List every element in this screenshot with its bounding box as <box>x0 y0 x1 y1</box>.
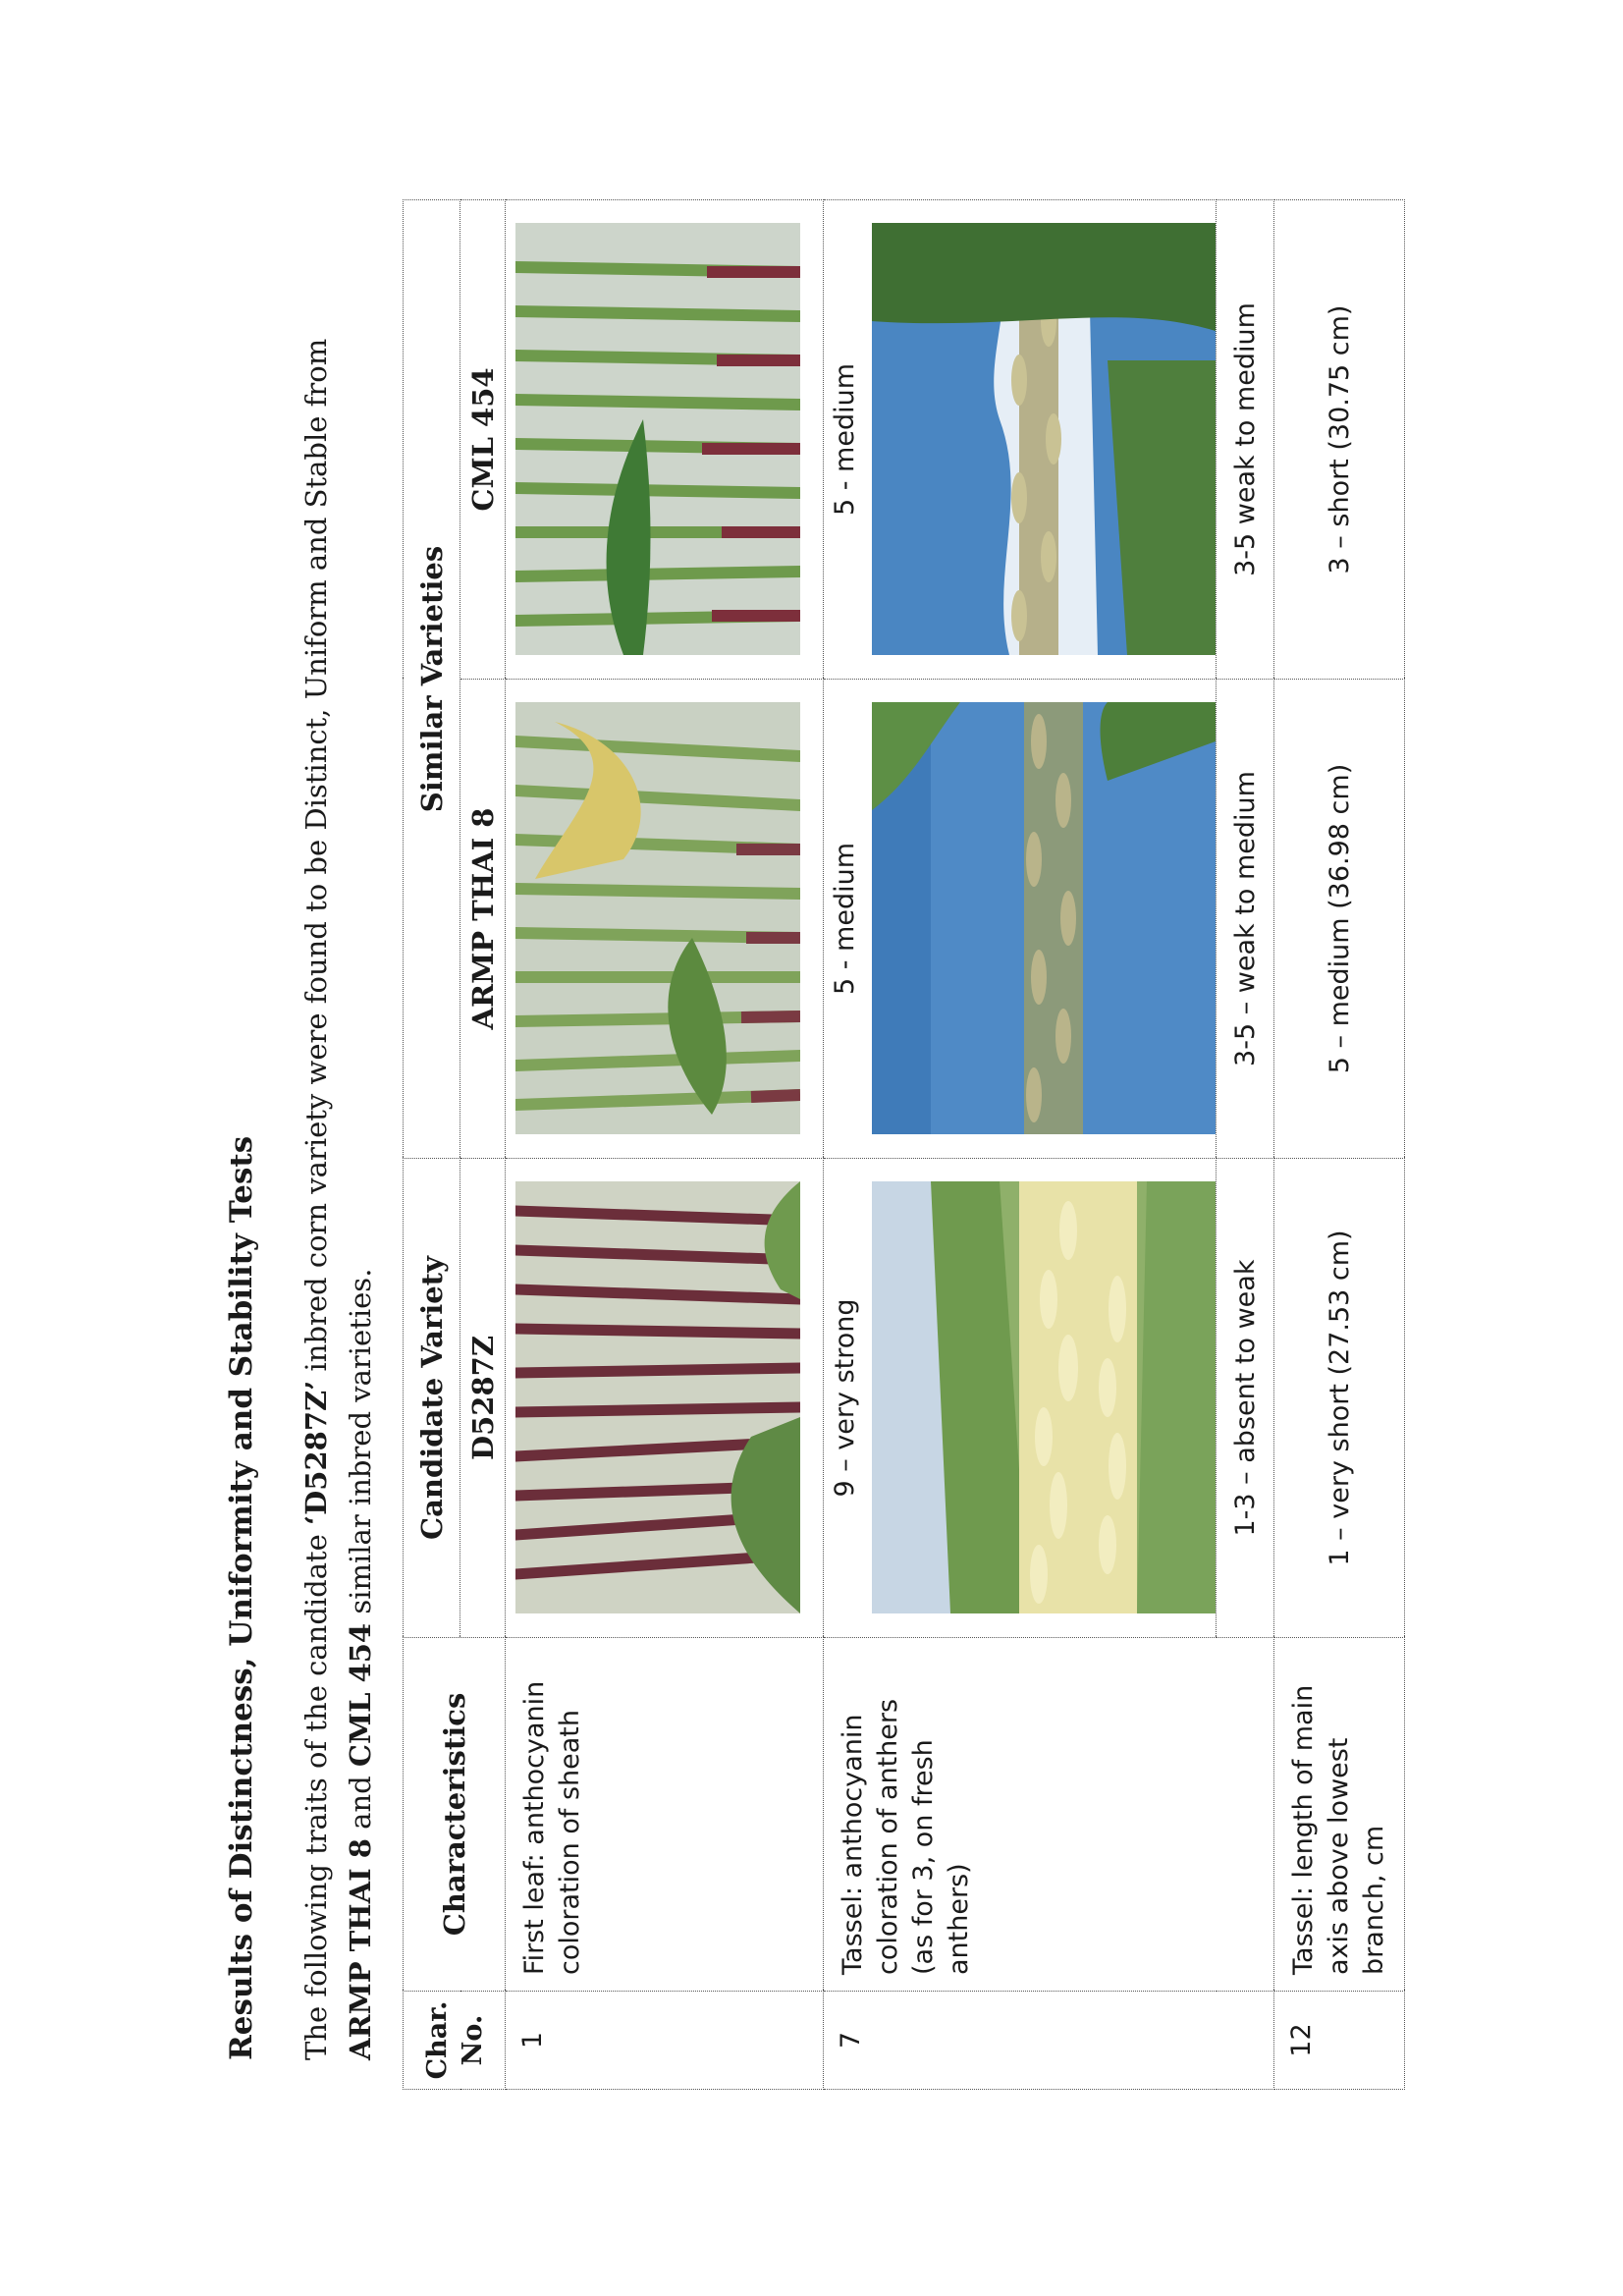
intro-candidate: ‘D5287Z’ <box>299 1380 333 1525</box>
header-similar-varieties: Similar Varieties <box>404 199 460 1158</box>
intro-text-2: inbred corn variety were found to be Distinct, Uniform and Stable from <box>299 338 333 1381</box>
similar1-sheath-photo <box>515 703 800 1135</box>
header-similar1-name: ARMP THAI 8 <box>460 680 506 1159</box>
candidate-photo-cell <box>824 1159 1217 1638</box>
intro-text-1: The following traits of the candidate <box>299 1524 333 2060</box>
table-row <box>506 199 824 2089</box>
char-number: 12 <box>1274 1992 1405 2090</box>
intro-similar-1: ARMP THAI 8 <box>344 1838 377 2060</box>
candidate-value: 1 – very short (27.53 cm) <box>1274 1159 1405 1638</box>
dus-results-table <box>403 199 1405 2090</box>
candidate-value: 1-3 – absent to weak <box>1217 1159 1274 1638</box>
similar2-photo-cell <box>824 199 1217 679</box>
similar2-tassel-photo <box>872 224 1216 656</box>
header-char-no: Char. No. <box>404 1992 506 2090</box>
header-candidate-name: D5287Z <box>460 1159 506 1638</box>
table-row <box>1274 199 1405 2089</box>
page-title: Results of Distinctness, Uniformity and Stability Tests <box>224 1135 259 2060</box>
header-candidate-variety: Candidate Variety <box>404 1159 460 1638</box>
table-row <box>824 199 1217 2089</box>
similar1-note: 5 - medium <box>830 842 860 996</box>
candidate-sheath-photo <box>515 1182 800 1614</box>
intro-similar-2: CML 454 <box>344 1622 377 1768</box>
similar2-note: 5 - medium <box>830 362 860 517</box>
char-number: 7 <box>824 1992 1274 2090</box>
characteristic-text: Tassel: anthocyanin coloration of anthers (as for 3, on fresh anthers) <box>824 1638 1274 1992</box>
header-characteristics: Characteristics <box>404 1638 506 1992</box>
similar1-value: 5 – medium (36.98 cm) <box>1274 680 1405 1159</box>
similar2-sheath-photo <box>515 224 800 656</box>
header-similar2-name: CML 454 <box>460 199 506 679</box>
characteristic-text: Tassel: length of main axis above lowest branch, cm <box>1274 1638 1405 1992</box>
candidate-photo-cell <box>506 1159 824 1638</box>
similar2-value: 3 – short (30.75 cm) <box>1274 199 1405 679</box>
similar2-photo-cell <box>506 199 824 679</box>
similar1-photo-cell <box>506 680 824 1159</box>
candidate-tassel-photo <box>872 1182 1216 1614</box>
intro-text-4: similar inbred varieties. <box>344 1268 377 1623</box>
similar1-tassel-photo <box>872 703 1216 1135</box>
intro-paragraph <box>295 234 383 2060</box>
characteristic-text: First leaf: anthocyanin coloration of sheath <box>506 1638 824 1992</box>
char-number: 1 <box>506 1992 824 2090</box>
candidate-note: 9 – very strong <box>830 1298 860 1498</box>
similar1-photo-cell <box>824 680 1217 1159</box>
similar1-value: 3-5 – weak to medium <box>1217 680 1274 1159</box>
similar2-value: 3-5 weak to medium <box>1217 199 1274 679</box>
intro-text-3: and <box>344 1767 377 1839</box>
